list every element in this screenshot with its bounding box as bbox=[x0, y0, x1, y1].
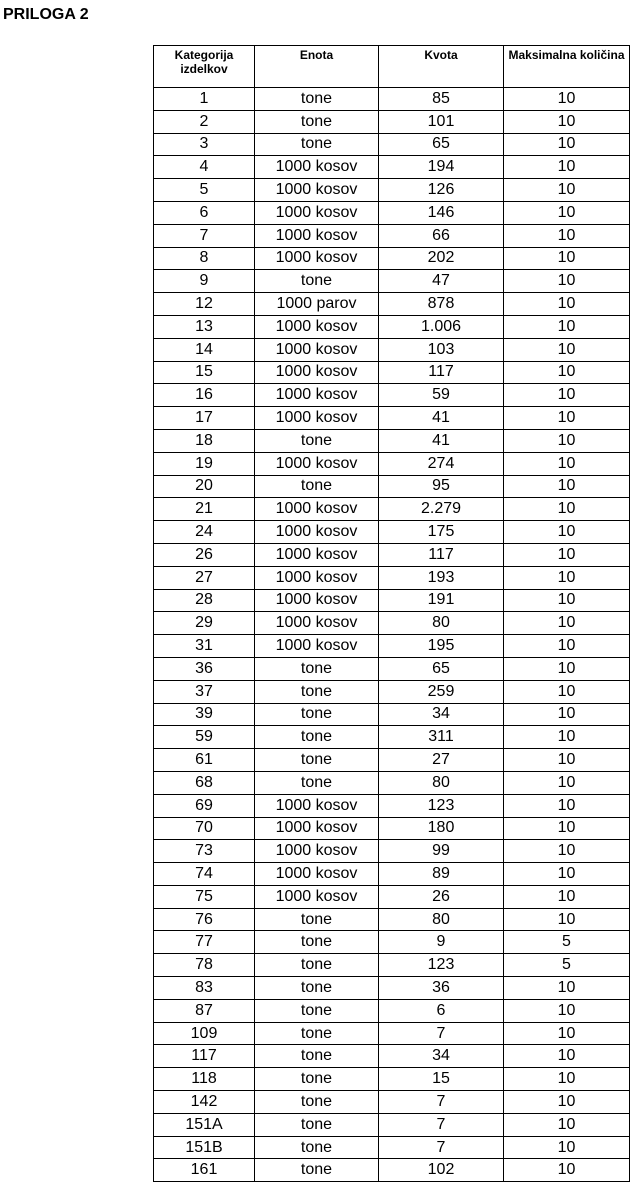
cell-unit: tone bbox=[255, 749, 379, 772]
cell-unit: tone bbox=[255, 726, 379, 749]
cell-quota: 34 bbox=[379, 1045, 504, 1068]
cell-max-quantity: 10 bbox=[504, 156, 630, 179]
cell-unit: tone bbox=[255, 771, 379, 794]
table-row bbox=[154, 1136, 630, 1159]
cell-category: 87 bbox=[154, 999, 255, 1022]
table-row bbox=[154, 293, 630, 316]
cell-max-quantity: 10 bbox=[504, 1091, 630, 1114]
table-row bbox=[154, 224, 630, 247]
cell-quota: 180 bbox=[379, 817, 504, 840]
cell-unit: 1000 parov bbox=[255, 293, 379, 316]
header-max-quantity: Maksimalna količina bbox=[504, 46, 630, 88]
cell-category: 118 bbox=[154, 1068, 255, 1091]
cell-unit: 1000 kosov bbox=[255, 863, 379, 886]
cell-category: 77 bbox=[154, 931, 255, 954]
cell-category: 4 bbox=[154, 156, 255, 179]
cell-unit: tone bbox=[255, 270, 379, 293]
cell-unit: 1000 kosov bbox=[255, 338, 379, 361]
cell-category: 16 bbox=[154, 384, 255, 407]
cell-category: 61 bbox=[154, 749, 255, 772]
cell-quota: 102 bbox=[379, 1159, 504, 1182]
cell-max-quantity: 10 bbox=[504, 1159, 630, 1182]
cell-quota: 59 bbox=[379, 384, 504, 407]
cell-max-quantity: 10 bbox=[504, 1022, 630, 1045]
cell-max-quantity: 10 bbox=[504, 703, 630, 726]
cell-category: 109 bbox=[154, 1022, 255, 1045]
cell-max-quantity: 10 bbox=[504, 247, 630, 270]
cell-max-quantity: 10 bbox=[504, 1136, 630, 1159]
cell-quota: 65 bbox=[379, 133, 504, 156]
table-row bbox=[154, 566, 630, 589]
cell-max-quantity: 10 bbox=[504, 726, 630, 749]
table-row bbox=[154, 429, 630, 452]
cell-quota: 34 bbox=[379, 703, 504, 726]
cell-unit: tone bbox=[255, 1045, 379, 1068]
quota-table bbox=[153, 45, 630, 1182]
table-row bbox=[154, 452, 630, 475]
table-row bbox=[154, 794, 630, 817]
table-row bbox=[154, 680, 630, 703]
cell-quota: 117 bbox=[379, 361, 504, 384]
cell-max-quantity: 10 bbox=[504, 361, 630, 384]
cell-category: 151B bbox=[154, 1136, 255, 1159]
cell-category: 20 bbox=[154, 475, 255, 498]
cell-unit: 1000 kosov bbox=[255, 498, 379, 521]
table-row bbox=[154, 201, 630, 224]
cell-quota: 103 bbox=[379, 338, 504, 361]
cell-category: 142 bbox=[154, 1091, 255, 1114]
cell-unit: 1000 kosov bbox=[255, 452, 379, 475]
cell-quota: 7 bbox=[379, 1136, 504, 1159]
table-row bbox=[154, 771, 630, 794]
cell-category: 70 bbox=[154, 817, 255, 840]
cell-max-quantity: 10 bbox=[504, 566, 630, 589]
cell-quota: 259 bbox=[379, 680, 504, 703]
table-row bbox=[154, 521, 630, 544]
cell-category: 13 bbox=[154, 315, 255, 338]
cell-unit: 1000 kosov bbox=[255, 315, 379, 338]
cell-unit: tone bbox=[255, 931, 379, 954]
cell-unit: 1000 kosov bbox=[255, 589, 379, 612]
cell-max-quantity: 10 bbox=[504, 1045, 630, 1068]
cell-unit: tone bbox=[255, 954, 379, 977]
cell-category: 28 bbox=[154, 589, 255, 612]
table-row bbox=[154, 88, 630, 111]
cell-max-quantity: 10 bbox=[504, 475, 630, 498]
cell-unit: tone bbox=[255, 977, 379, 1000]
cell-quota: 193 bbox=[379, 566, 504, 589]
table-row bbox=[154, 247, 630, 270]
table-row bbox=[154, 726, 630, 749]
cell-unit: 1000 kosov bbox=[255, 885, 379, 908]
cell-unit: 1000 kosov bbox=[255, 635, 379, 658]
table-row bbox=[154, 407, 630, 430]
cell-quota: 80 bbox=[379, 612, 504, 635]
table-row bbox=[154, 1159, 630, 1182]
cell-category: 7 bbox=[154, 224, 255, 247]
cell-quota: 41 bbox=[379, 429, 504, 452]
cell-max-quantity: 10 bbox=[504, 749, 630, 772]
cell-category: 36 bbox=[154, 657, 255, 680]
cell-max-quantity: 10 bbox=[504, 201, 630, 224]
cell-category: 19 bbox=[154, 452, 255, 475]
cell-unit: tone bbox=[255, 1022, 379, 1045]
cell-category: 9 bbox=[154, 270, 255, 293]
table-row bbox=[154, 110, 630, 133]
cell-category: 39 bbox=[154, 703, 255, 726]
table-row bbox=[154, 749, 630, 772]
cell-max-quantity: 10 bbox=[504, 293, 630, 316]
cell-max-quantity: 10 bbox=[504, 338, 630, 361]
cell-quota: 89 bbox=[379, 863, 504, 886]
cell-unit: tone bbox=[255, 703, 379, 726]
cell-unit: 1000 kosov bbox=[255, 794, 379, 817]
cell-category: 73 bbox=[154, 840, 255, 863]
cell-category: 2 bbox=[154, 110, 255, 133]
table-row bbox=[154, 384, 630, 407]
cell-unit: tone bbox=[255, 1068, 379, 1091]
cell-quota: 123 bbox=[379, 954, 504, 977]
cell-unit: 1000 kosov bbox=[255, 384, 379, 407]
cell-category: 21 bbox=[154, 498, 255, 521]
cell-unit: 1000 kosov bbox=[255, 521, 379, 544]
cell-max-quantity: 10 bbox=[504, 452, 630, 475]
cell-max-quantity: 5 bbox=[504, 954, 630, 977]
cell-category: 5 bbox=[154, 179, 255, 202]
header-category: Kategorija izdelkov bbox=[154, 46, 255, 88]
cell-category: 76 bbox=[154, 908, 255, 931]
cell-unit: 1000 kosov bbox=[255, 179, 379, 202]
cell-category: 17 bbox=[154, 407, 255, 430]
cell-quota: 101 bbox=[379, 110, 504, 133]
cell-max-quantity: 10 bbox=[504, 1068, 630, 1091]
cell-unit: 1000 kosov bbox=[255, 247, 379, 270]
cell-quota: 80 bbox=[379, 908, 504, 931]
cell-unit: tone bbox=[255, 657, 379, 680]
cell-quota: 9 bbox=[379, 931, 504, 954]
cell-category: 37 bbox=[154, 680, 255, 703]
table-row bbox=[154, 1022, 630, 1045]
table-row bbox=[154, 133, 630, 156]
cell-category: 15 bbox=[154, 361, 255, 384]
table-row bbox=[154, 1091, 630, 1114]
cell-quota: 175 bbox=[379, 521, 504, 544]
cell-unit: tone bbox=[255, 475, 379, 498]
table-row bbox=[154, 315, 630, 338]
cell-category: 26 bbox=[154, 543, 255, 566]
table-row bbox=[154, 612, 630, 635]
cell-category: 29 bbox=[154, 612, 255, 635]
cell-unit: tone bbox=[255, 133, 379, 156]
cell-category: 78 bbox=[154, 954, 255, 977]
cell-unit: tone bbox=[255, 999, 379, 1022]
cell-category: 1 bbox=[154, 88, 255, 111]
cell-max-quantity: 10 bbox=[504, 885, 630, 908]
cell-max-quantity: 10 bbox=[504, 977, 630, 1000]
cell-category: 27 bbox=[154, 566, 255, 589]
cell-category: 75 bbox=[154, 885, 255, 908]
table-row bbox=[154, 977, 630, 1000]
cell-quota: 2.279 bbox=[379, 498, 504, 521]
cell-category: 14 bbox=[154, 338, 255, 361]
cell-quota: 27 bbox=[379, 749, 504, 772]
cell-category: 117 bbox=[154, 1045, 255, 1068]
cell-category: 68 bbox=[154, 771, 255, 794]
cell-category: 69 bbox=[154, 794, 255, 817]
cell-unit: 1000 kosov bbox=[255, 817, 379, 840]
table-row bbox=[154, 817, 630, 840]
cell-max-quantity: 10 bbox=[504, 521, 630, 544]
cell-max-quantity: 10 bbox=[504, 657, 630, 680]
cell-quota: 66 bbox=[379, 224, 504, 247]
cell-quota: 123 bbox=[379, 794, 504, 817]
cell-max-quantity: 10 bbox=[504, 794, 630, 817]
cell-quota: 80 bbox=[379, 771, 504, 794]
cell-max-quantity: 10 bbox=[504, 612, 630, 635]
cell-max-quantity: 10 bbox=[504, 840, 630, 863]
table-row bbox=[154, 361, 630, 384]
table-row bbox=[154, 863, 630, 886]
cell-unit: 1000 kosov bbox=[255, 201, 379, 224]
cell-category: 3 bbox=[154, 133, 255, 156]
cell-max-quantity: 10 bbox=[504, 999, 630, 1022]
table-row bbox=[154, 475, 630, 498]
table-row bbox=[154, 179, 630, 202]
cell-quota: 47 bbox=[379, 270, 504, 293]
cell-unit: tone bbox=[255, 429, 379, 452]
table-row bbox=[154, 589, 630, 612]
cell-unit: 1000 kosov bbox=[255, 361, 379, 384]
cell-max-quantity: 10 bbox=[504, 771, 630, 794]
cell-category: 31 bbox=[154, 635, 255, 658]
cell-quota: 1.006 bbox=[379, 315, 504, 338]
cell-max-quantity: 10 bbox=[504, 384, 630, 407]
cell-max-quantity: 10 bbox=[504, 908, 630, 931]
cell-max-quantity: 10 bbox=[504, 589, 630, 612]
table-row bbox=[154, 931, 630, 954]
cell-max-quantity: 10 bbox=[504, 88, 630, 111]
cell-quota: 6 bbox=[379, 999, 504, 1022]
cell-category: 12 bbox=[154, 293, 255, 316]
cell-max-quantity: 10 bbox=[504, 110, 630, 133]
cell-quota: 15 bbox=[379, 1068, 504, 1091]
cell-category: 74 bbox=[154, 863, 255, 886]
table-row bbox=[154, 498, 630, 521]
cell-max-quantity: 10 bbox=[504, 817, 630, 840]
cell-unit: tone bbox=[255, 1091, 379, 1114]
cell-unit: tone bbox=[255, 680, 379, 703]
cell-unit: 1000 kosov bbox=[255, 407, 379, 430]
cell-unit: 1000 kosov bbox=[255, 566, 379, 589]
table-row bbox=[154, 1068, 630, 1091]
cell-max-quantity: 10 bbox=[504, 133, 630, 156]
cell-max-quantity: 10 bbox=[504, 543, 630, 566]
cell-unit: tone bbox=[255, 1113, 379, 1136]
cell-quota: 99 bbox=[379, 840, 504, 863]
cell-unit: tone bbox=[255, 1136, 379, 1159]
cell-max-quantity: 10 bbox=[504, 179, 630, 202]
table-row bbox=[154, 885, 630, 908]
cell-unit: 1000 kosov bbox=[255, 224, 379, 247]
cell-quota: 26 bbox=[379, 885, 504, 908]
table-row bbox=[154, 657, 630, 680]
cell-quota: 191 bbox=[379, 589, 504, 612]
cell-quota: 311 bbox=[379, 726, 504, 749]
cell-category: 59 bbox=[154, 726, 255, 749]
cell-quota: 7 bbox=[379, 1113, 504, 1136]
cell-max-quantity: 10 bbox=[504, 429, 630, 452]
cell-quota: 65 bbox=[379, 657, 504, 680]
table-row bbox=[154, 954, 630, 977]
cell-quota: 41 bbox=[379, 407, 504, 430]
cell-category: 18 bbox=[154, 429, 255, 452]
table-row bbox=[154, 1045, 630, 1068]
page-title: PRILOGA 2 bbox=[3, 6, 89, 23]
table-row bbox=[154, 635, 630, 658]
cell-max-quantity: 10 bbox=[504, 863, 630, 886]
cell-max-quantity: 10 bbox=[504, 680, 630, 703]
table-row bbox=[154, 703, 630, 726]
cell-category: 83 bbox=[154, 977, 255, 1000]
cell-quota: 95 bbox=[379, 475, 504, 498]
cell-quota: 146 bbox=[379, 201, 504, 224]
cell-quota: 7 bbox=[379, 1022, 504, 1045]
table-row bbox=[154, 908, 630, 931]
header-unit: Enota bbox=[255, 46, 379, 88]
cell-category: 24 bbox=[154, 521, 255, 544]
table-row bbox=[154, 999, 630, 1022]
cell-unit: tone bbox=[255, 908, 379, 931]
cell-max-quantity: 10 bbox=[504, 270, 630, 293]
table-header-row bbox=[154, 46, 630, 88]
cell-unit: tone bbox=[255, 110, 379, 133]
cell-unit: 1000 kosov bbox=[255, 156, 379, 179]
table-row bbox=[154, 338, 630, 361]
cell-unit: 1000 kosov bbox=[255, 543, 379, 566]
table-row bbox=[154, 156, 630, 179]
cell-quota: 36 bbox=[379, 977, 504, 1000]
cell-quota: 274 bbox=[379, 452, 504, 475]
cell-quota: 85 bbox=[379, 88, 504, 111]
cell-unit: 1000 kosov bbox=[255, 612, 379, 635]
header-quota: Kvota bbox=[379, 46, 504, 88]
cell-max-quantity: 10 bbox=[504, 315, 630, 338]
cell-max-quantity: 10 bbox=[504, 1113, 630, 1136]
cell-category: 151A bbox=[154, 1113, 255, 1136]
cell-unit: 1000 kosov bbox=[255, 840, 379, 863]
cell-category: 161 bbox=[154, 1159, 255, 1182]
cell-quota: 117 bbox=[379, 543, 504, 566]
cell-quota: 202 bbox=[379, 247, 504, 270]
cell-unit: tone bbox=[255, 1159, 379, 1182]
cell-max-quantity: 5 bbox=[504, 931, 630, 954]
table-row bbox=[154, 270, 630, 293]
table-body bbox=[154, 88, 630, 1182]
cell-quota: 194 bbox=[379, 156, 504, 179]
cell-max-quantity: 10 bbox=[504, 635, 630, 658]
table-row bbox=[154, 1113, 630, 1136]
cell-max-quantity: 10 bbox=[504, 498, 630, 521]
cell-max-quantity: 10 bbox=[504, 407, 630, 430]
cell-quota: 195 bbox=[379, 635, 504, 658]
cell-unit: tone bbox=[255, 88, 379, 111]
cell-max-quantity: 10 bbox=[504, 224, 630, 247]
cell-quota: 878 bbox=[379, 293, 504, 316]
cell-category: 8 bbox=[154, 247, 255, 270]
cell-category: 6 bbox=[154, 201, 255, 224]
cell-quota: 126 bbox=[379, 179, 504, 202]
table-row bbox=[154, 543, 630, 566]
cell-quota: 7 bbox=[379, 1091, 504, 1114]
table-row bbox=[154, 840, 630, 863]
